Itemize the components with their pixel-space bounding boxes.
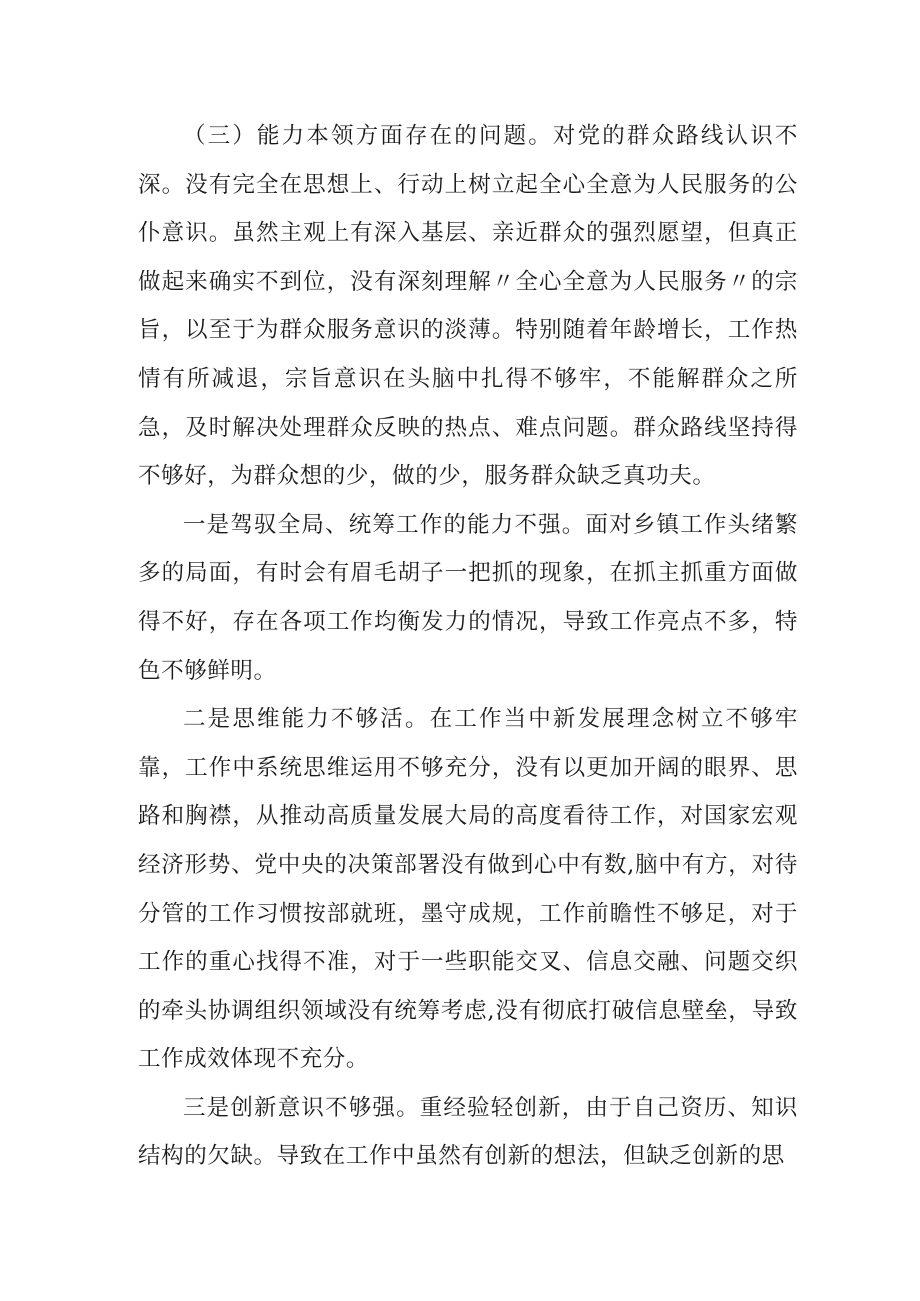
- paragraph-ability-problems: （三）能力本领方面存在的问题。对党的群众路线认识不深。没有完全在思想上、行动上树立起全心全意为人民服务的公仆意识。虽然主观上有深入基层、亲近群众的强烈愿望，但真正做起来确实不到位，没有深刻理解〃全心全意为人民服务〃的宗旨，以至于为群众服务意识的淡薄。特别随着年龄增长，工作热情有所减退，宗旨意识在头脑中扎得不够牢，不能解群众之所急，及时解决处理群众反映的热点、难点问题。群众路线坚持得不够好，为群众想的少，做的少，服务群众缺乏真功夫。: [138, 123, 798, 490]
- document-page: [138, 112, 798, 1181]
- paragraph-innovation-awareness: 三是创新意识不够强。重经验轻创新，由于自己资历、知识结构的欠缺。导致在工作中虽然有创新的想法，但缺乏创新的思: [138, 1094, 798, 1170]
- paragraph-thinking-ability: 二是思维能力不够活。在工作当中新发展理念树立不够牢靠，工作中系统思维运用不够充分，没有以更加开阔的眼界、思路和胸襟，从推动高质量发展大局的高度看待工作，对国家宏观经济形势、党中央的决策部署没有做到心中有数,脑中有方，对待分管的工作习惯按部就班，墨守成规，工作前瞻性不够足，对于工作的重心找得不准，对于一些职能交叉、信息交融、问题交织的牵头协调组织领域没有统筹考虑,没有彻底打破信息壁垒，导致工作成效体现不充分。: [138, 706, 798, 1073]
- paragraph-overall-coordination: 一是驾驭全局、统筹工作的能力不强。面对乡镇工作头绪繁多的局面，有时会有眉毛胡子一把抓的现象，在抓主抓重方面做得不好，存在各项工作均衡发力的情况，导致工作亮点不多，特色不够鲜明。: [138, 511, 798, 684]
